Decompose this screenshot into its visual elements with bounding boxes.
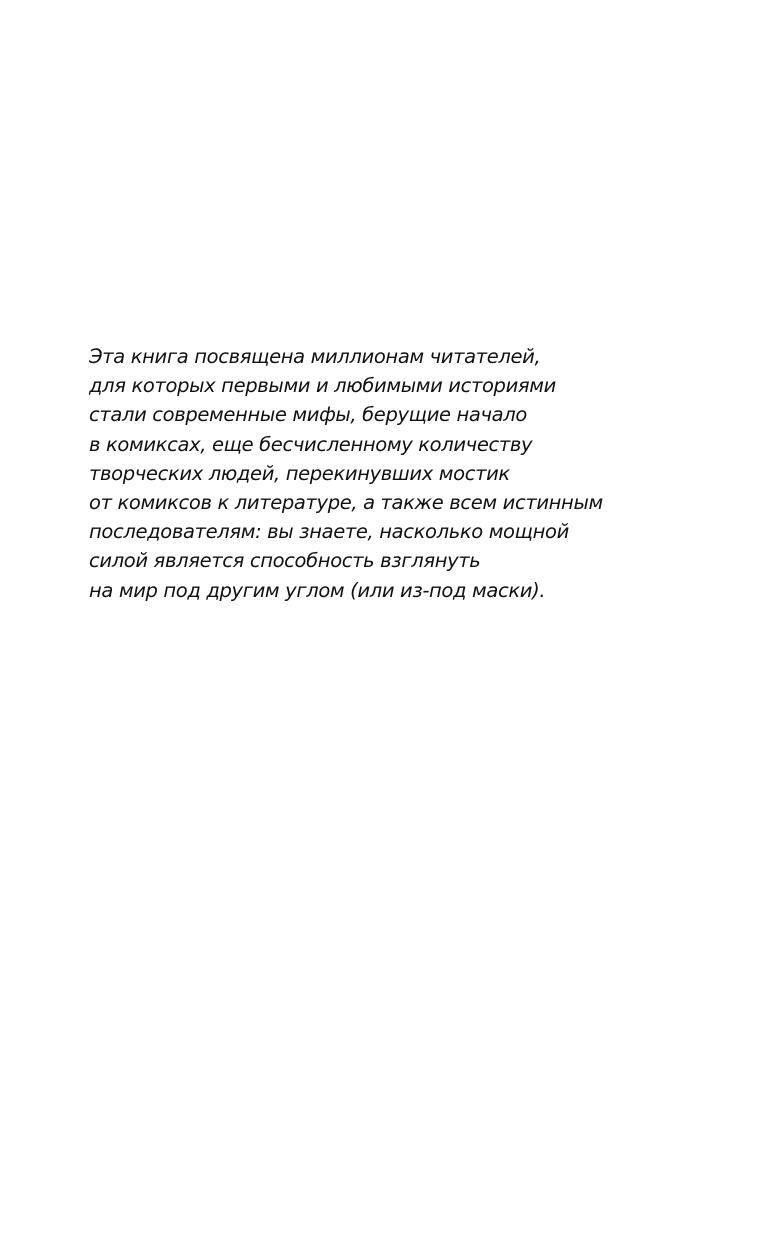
dedication-line: стали современные мифы, берущие начало <box>89 403 527 427</box>
dedication-text <box>89 342 729 605</box>
dedication-line: от комиксов к литературе, а также всем истинным <box>89 490 603 514</box>
dedication-line: в комиксах, еще бесчисленному количеству <box>89 432 533 456</box>
dedication-line: силой является способность взглянуть <box>89 549 481 573</box>
dedication-line: Эта книга посвящена миллионам читателей, <box>89 345 541 368</box>
dedication-line: последователям: вы знаете, насколько мощной <box>89 520 569 544</box>
dedication-line: на мир под другим углом (или из-под маски). <box>89 578 546 602</box>
dedication-line: творческих людей, перекинувших мостик <box>89 461 510 485</box>
dedication-line: для которых первыми и любимыми историями <box>89 374 556 398</box>
